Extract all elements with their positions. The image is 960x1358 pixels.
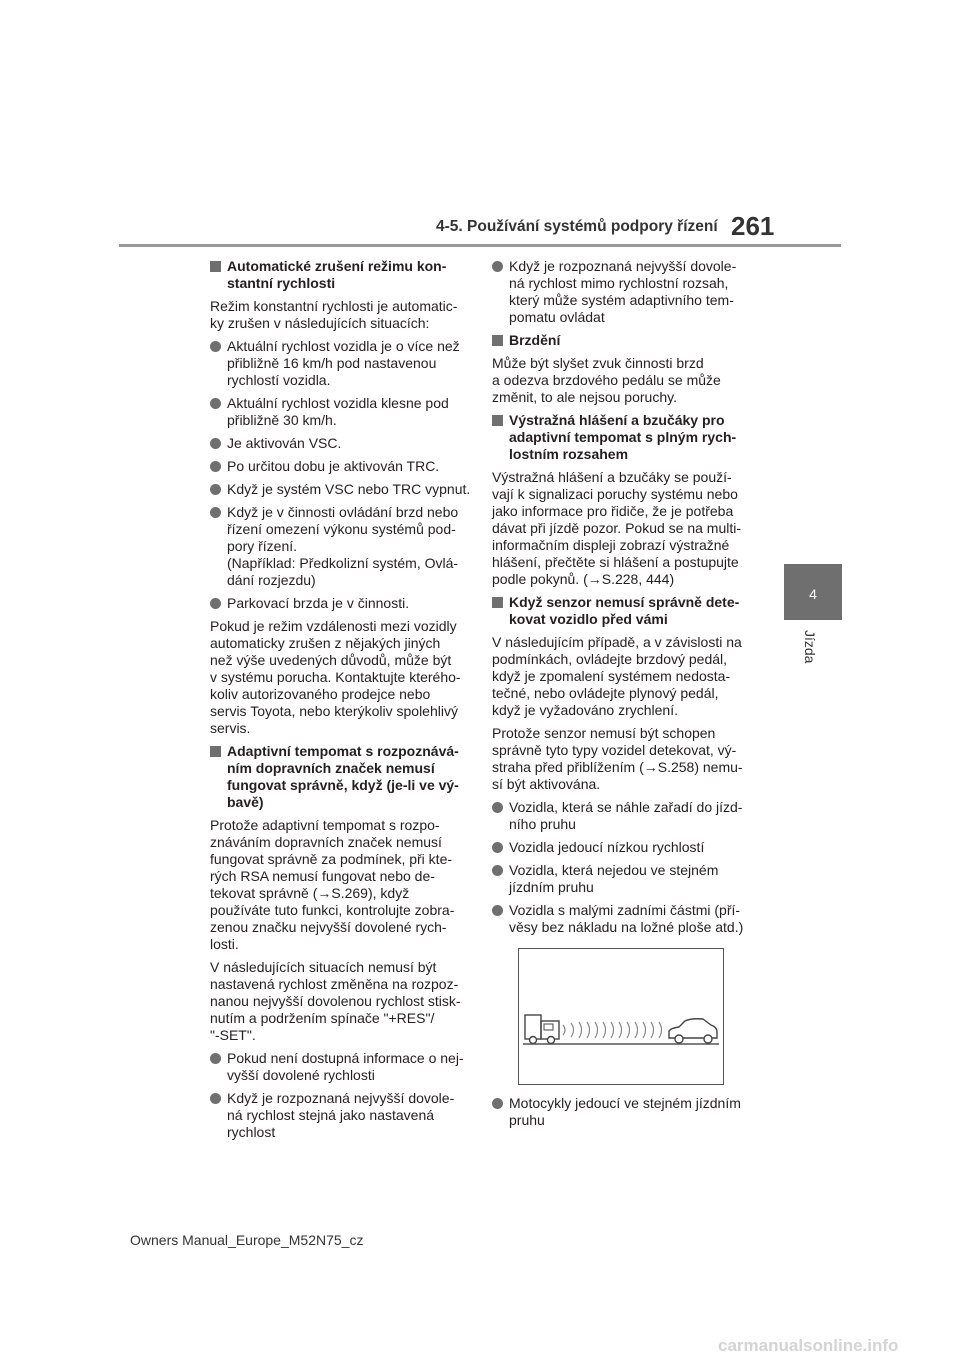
list-item-text: Když je v činnosti ovládání brzd nebo řízení omezení výkonu systémů pod- pory řízení. (Například: Předkolizní systém, Ovlá- dání rozjezdu) xyxy=(227,504,459,588)
truck-icon xyxy=(525,1015,559,1044)
round-bullet-icon xyxy=(210,1093,221,1104)
paragraph: Režim konstantní rychlosti je automatic- ky zrušen v následujících situacích: xyxy=(210,298,458,331)
heading-text: Automatické zrušení režimu kon- stantní rychlosti xyxy=(227,258,447,291)
radar-truck-car-illustration xyxy=(518,948,724,1085)
paragraph: Pokud je režim vzdálenosti mezi vozidly automaticky zrušen z nějakých jiných než výše uvedených důvodů, může být v systému porucha. Kontaktujte kterého- koliv autorizovaného prodejce nebo servis Toyota, nebo kterýkoliv spolehlivý servis. xyxy=(210,618,461,736)
section-title: 4-5. Používání systémů podpory řízení xyxy=(436,218,718,235)
round-bullet-icon xyxy=(492,842,503,853)
list-item xyxy=(492,902,757,936)
list-item-text: Když je systém VSC nebo TRC vypnut. xyxy=(227,481,471,497)
list-item xyxy=(210,395,472,429)
left-column xyxy=(210,258,472,1147)
list-item-text: Motocykly jedoucí ve stejném jízdním pruhu xyxy=(509,1095,741,1128)
chapter-number: 4 xyxy=(809,586,817,602)
round-bullet-icon xyxy=(210,598,221,609)
car-icon xyxy=(669,1019,717,1043)
round-bullet-icon xyxy=(210,438,221,449)
list-item-text: Vozidla s malými zadními částmi (pří- věsy bez nákladu na ložné ploše atd.) xyxy=(509,902,744,935)
right-column xyxy=(492,258,757,1135)
list-item-text: Po určitou dobu je aktivován TRC. xyxy=(227,458,440,474)
list-item-text: Vozidla, která nejedou ve stejném jízdním pruhu xyxy=(509,862,719,895)
heading-text: Brzdění xyxy=(509,332,561,348)
list-item-text: Vozidla, která se náhle zařadí do jízd- ního pruhu xyxy=(509,799,743,832)
list-item xyxy=(492,258,757,326)
paragraph: Může být slyšet zvuk činnosti brzd a odezva brzdového pedálu se může změnit, to ale nejsou poruchy. xyxy=(492,355,721,405)
list-item xyxy=(210,338,472,389)
list-item-text: Aktuální rychlost vozidla klesne pod přibližně 30 km/h. xyxy=(227,395,449,428)
square-bullet-icon xyxy=(492,415,503,426)
square-bullet-icon xyxy=(210,746,221,757)
square-bullet-icon xyxy=(492,597,503,608)
list-item xyxy=(210,1090,472,1141)
round-bullet-icon xyxy=(210,398,221,409)
list-item-text: Pokud není dostupná informace o nej- vyšší dovolené rychlosti xyxy=(227,1050,464,1083)
paragraph: V následujícím případě, a v závislosti na podmínkách, ovládejte brzdový pedál, když je zpomalení systémem nedosta- tečné, nebo ovládejte plynový pedál, když je vyžadováno zrychlení. xyxy=(492,634,742,718)
list-item-text: Když je rozpoznaná nejvyšší dovole- ná rychlost stejná jako nastavená rychlost xyxy=(227,1090,455,1140)
heading-text: Výstražná hlášení a bzučáky pro adaptivní tempomat s plným rych- lostním rozsahem xyxy=(509,412,737,462)
watermark: carmanualsonline.info xyxy=(718,1336,899,1355)
paragraph: V následujících situacích nemusí být nastavená rychlost změněna na rozpoz- nanou nejvyšší dovolenou rychlost stisk- nutím a podržením spínače "+RES"/ "-SET". xyxy=(210,959,461,1043)
round-bullet-icon xyxy=(492,1098,503,1109)
round-bullet-icon xyxy=(210,461,221,472)
chapter-tab xyxy=(784,564,842,620)
footer: Owners Manual_Europe_M52N75_cz xyxy=(130,1232,364,1248)
list-item xyxy=(492,862,757,896)
radar-waves-icon xyxy=(563,1022,662,1038)
round-bullet-icon xyxy=(492,261,503,272)
list-item xyxy=(492,839,757,856)
list-item-text: Parkovací brzda je v činnosti. xyxy=(227,595,410,611)
round-bullet-icon xyxy=(492,802,503,813)
list-item-text: Vozidla jedoucí nízkou rychlostí xyxy=(509,839,705,855)
heading xyxy=(492,412,757,463)
list-item xyxy=(210,435,472,452)
list-item xyxy=(210,481,472,498)
heading xyxy=(492,594,757,628)
header-divider xyxy=(119,244,841,247)
heading xyxy=(492,332,757,349)
list-item xyxy=(492,799,757,833)
round-bullet-icon xyxy=(210,484,221,495)
list-item xyxy=(492,1095,757,1129)
paragraph: Protože adaptivní tempomat s rozpo- znáváním dopravních značek nemusí fungovat správně za podmínek, při kte- rých RSA nemusí fungovat nebo de- tekovat správně (→S.269), když používáte tuto funkci, kontrolujte zobra- zenou značku nejvyšší dovolené rych- losti. xyxy=(210,817,455,952)
heading xyxy=(210,258,472,292)
page-number: 261 xyxy=(731,211,775,241)
list-item xyxy=(210,458,472,475)
list-item xyxy=(210,1050,472,1084)
list-item-text: Je aktivován VSC. xyxy=(227,435,342,451)
list-item-text: Aktuální rychlost vozidla je o více než přibližně 16 km/h pod nastavenou rychlostí vozidla. xyxy=(227,338,460,388)
round-bullet-icon xyxy=(210,507,221,518)
list-item xyxy=(210,595,472,612)
list-item-text: Když je rozpoznaná nejvyšší dovole- ná rychlost mimo rychlostní rozsah, který může systém adaptivního tem- pomatu ovládat xyxy=(509,258,737,325)
square-bullet-icon xyxy=(210,261,221,272)
round-bullet-icon xyxy=(210,1053,221,1064)
square-bullet-icon xyxy=(492,335,503,346)
round-bullet-icon xyxy=(492,865,503,876)
heading-text: Adaptivní tempomat s rozpoznává- ním dopravních značek nemusí fungovat správně, když (je-li ve vý- bavě) xyxy=(227,743,459,810)
paragraph: Protože senzor nemusí být schopen správně tyto typy vozidel detekovat, vý- straha před přiblížením (→S.258) nemu- sí být aktivována. xyxy=(492,725,743,792)
chapter-title: Jízda xyxy=(802,630,818,664)
heading xyxy=(210,743,472,811)
paragraph: Výstražná hlášení a bzučáky se použí- vají k signalizaci poruchy systému nebo jako informace pro řidiče, že je potřeba dávat při jízdě pozor. Pokud se na multi- informačním displeji zobrazí výstražné hlášení, přečtěte si hlášení a postupujte podle pokynů. (→S.228, 444) xyxy=(492,469,742,587)
round-bullet-icon xyxy=(492,905,503,916)
list-item xyxy=(210,504,472,589)
heading-text: Když senzor nemusí správně dete- kovat vozidlo před vámi xyxy=(509,594,740,627)
illustration-drawing xyxy=(519,949,723,1084)
round-bullet-icon xyxy=(210,341,221,352)
